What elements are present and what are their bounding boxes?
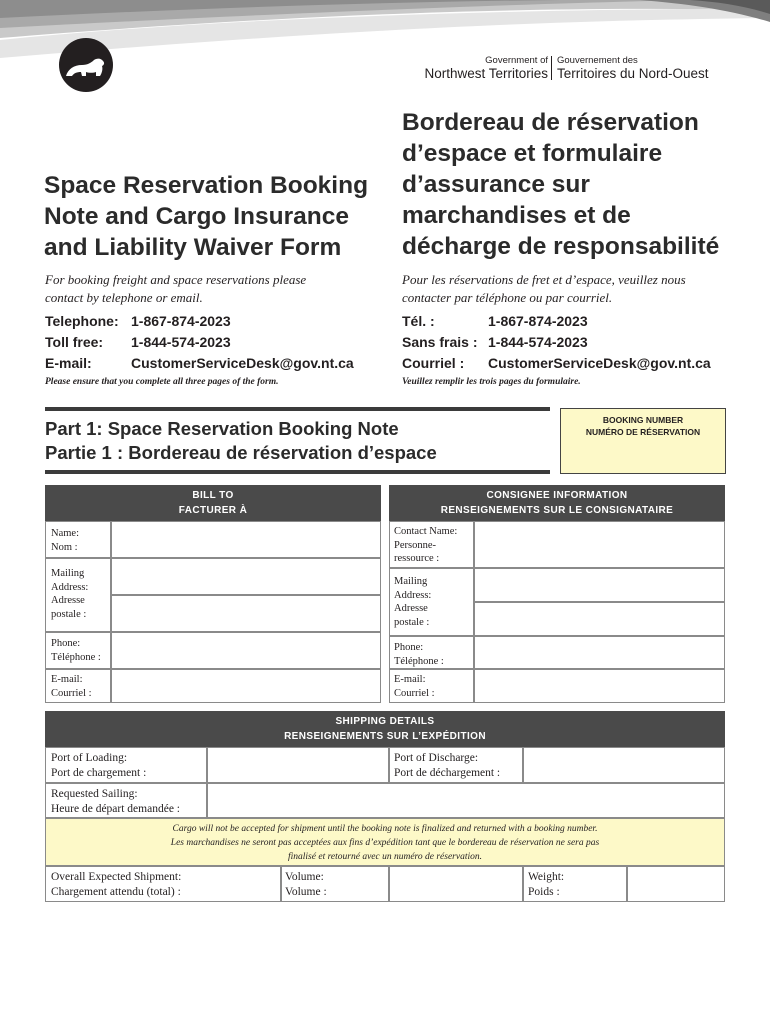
port-discharge-label — [394, 751, 500, 781]
consignee-header — [389, 485, 725, 521]
intro-en-line: For booking freight and space reservations please — [45, 272, 307, 287]
part1-title-en: Part 1: Space Reservation Booking Note — [45, 418, 399, 439]
header-band — [0, 0, 770, 100]
bill-to-email-input[interactable] — [111, 669, 381, 703]
label-line: E-mail: — [51, 674, 83, 685]
form-title-en-line: Note and Cargo Insurance — [44, 203, 349, 230]
label-line: Courriel : — [394, 687, 435, 699]
booking-number-label-en: BOOKING NUMBER — [602, 415, 684, 425]
label-line: Port of Discharge: — [394, 752, 479, 764]
telephone-label: Telephone: — [45, 313, 119, 329]
consignee-header-en: CONSIGNEE INFORMATION — [486, 490, 628, 501]
sansfrais-value[interactable]: 1-844-574-2023 — [488, 334, 588, 350]
consignee-email-label — [394, 673, 435, 700]
port-loading-label — [51, 751, 146, 781]
label-line: Port de chargement : — [51, 767, 147, 779]
label-line: Port de déchargement : — [394, 767, 501, 779]
form-title-en-line: and Liability Waiver Form — [44, 234, 342, 261]
weight-label — [528, 870, 564, 900]
polar-bear-logo-icon — [56, 36, 116, 94]
contact-row-tollfree — [45, 332, 354, 353]
bill-to-mailing-label — [51, 567, 88, 621]
form-title-en-line: Space Reservation Booking — [44, 172, 369, 199]
label-line: Name: — [51, 528, 79, 539]
ensure-note-fr: Veuillez remplir les trois pages du formulaire. — [402, 377, 581, 387]
consignee-email-input[interactable] — [474, 669, 725, 703]
ensure-note-en: Please ensure that you complete all three pages of the form. — [45, 377, 279, 387]
notice-line-fr: finalisé et retourné avec un numéro de réservation. — [288, 852, 482, 862]
label-line: Chargement attendu (total) : — [51, 886, 181, 898]
courriel-link[interactable]: CustomerServiceDesk@gov.nt.ca — [488, 355, 711, 371]
label-line: Phone: — [51, 638, 81, 649]
contact-block-en — [45, 311, 354, 374]
label-line: Personne- — [394, 539, 436, 551]
bill-to-mailing-input-2[interactable] — [111, 595, 381, 632]
label-line: Address: — [51, 581, 89, 593]
gov-name-en — [424, 55, 548, 82]
courriel-label: Courriel : — [402, 355, 465, 371]
label-line: E-mail: — [394, 674, 426, 685]
label-line: Address: — [394, 589, 432, 601]
part1-title-fr: Partie 1 : Bordereau de réservation d’espace — [45, 442, 437, 463]
form-title-fr — [402, 107, 742, 262]
bill-to-header-fr: FACTURER À — [178, 505, 248, 516]
port-loading-input[interactable] — [207, 747, 389, 783]
intro-en-line: contact by telephone or email. — [45, 289, 203, 305]
bill-to-mailing-input-1[interactable] — [111, 558, 381, 595]
notice-line-en: Cargo will not be accepted for shipment until the booking note is finalized and returned with a booking number. — [172, 824, 598, 834]
gov-en-small: Government of — [485, 55, 548, 66]
label-line: postale : — [51, 608, 87, 620]
label-line: Mailing — [394, 576, 428, 587]
label-line: Requested Sailing: — [51, 788, 138, 800]
gov-fr-small: Gouvernement des — [557, 55, 638, 66]
label-line: Téléphone : — [394, 655, 444, 667]
consignee-contact-input[interactable] — [474, 521, 725, 568]
intro-fr-line: Pour les réservations de fret et d’espace, veuillez nous — [402, 272, 686, 287]
gov-fr-big: Territoires du Nord-Ouest — [557, 66, 709, 81]
overall-shipment-label — [51, 870, 181, 900]
shipping-header-fr: RENSEIGNEMENTS SUR L’EXPÉDITION — [284, 731, 486, 742]
consignee-mailing-label — [394, 575, 431, 629]
email-label: E-mail: — [45, 355, 92, 371]
contact-row-email — [45, 353, 354, 374]
gov-divider — [551, 56, 552, 80]
bill-to-phone-label — [51, 637, 101, 664]
consignee-phone-label — [394, 641, 444, 668]
consignee-contact-label — [394, 525, 457, 566]
label-line: Volume : — [285, 886, 327, 898]
form-title-fr-line: marchandises et de — [402, 202, 631, 229]
weight-input[interactable] — [627, 866, 725, 902]
contact-row-tel-fr — [402, 311, 711, 332]
port-discharge-input[interactable] — [523, 747, 725, 783]
label-line: ressource : — [394, 553, 440, 564]
email-link[interactable]: CustomerServiceDesk@gov.nt.ca — [131, 355, 354, 371]
notice-line-fr: Les marchandises ne seront pas acceptées aux fins d’expédition tant que le bordereau de réservation ne sera pas — [170, 838, 600, 848]
gov-en-big: Northwest Territories — [424, 66, 548, 81]
consignee-mailing-input-1[interactable] — [474, 568, 725, 602]
telephone-value[interactable]: 1-867-874-2023 — [131, 313, 231, 329]
label-line: Poids : — [528, 886, 560, 898]
cargo-acceptance-notice — [45, 818, 725, 866]
contact-row-telephone — [45, 311, 354, 332]
bill-to-email-label — [51, 673, 92, 700]
intro-fr-line: contacter par téléphone ou par courriel. — [402, 289, 613, 305]
gov-name-fr — [557, 55, 717, 82]
label-line: Phone: — [394, 642, 424, 653]
tel-value-fr[interactable]: 1-867-874-2023 — [488, 313, 588, 329]
booking-number-field[interactable] — [560, 408, 726, 474]
booking-number-label-fr: NUMÉRO DE RÉSERVATION — [585, 427, 701, 437]
tel-label-fr: Tél. : — [402, 313, 435, 329]
requested-sailing-label — [51, 787, 180, 817]
form-title-fr-line: décharge de responsabilité — [402, 233, 720, 260]
intro-fr — [402, 271, 732, 306]
label-line: Adresse — [394, 603, 428, 614]
label-line: postale : — [394, 616, 430, 628]
label-line: Nom : — [51, 541, 78, 553]
label-line: Mailing — [51, 568, 85, 579]
volume-input[interactable] — [389, 866, 523, 902]
requested-sailing-input[interactable] — [207, 783, 725, 818]
consignee-mailing-input-2[interactable] — [474, 602, 725, 636]
form-title-fr-line: d’espace et formulaire — [402, 140, 663, 167]
label-line: Courriel : — [51, 687, 92, 699]
label-line: Port of Loading: — [51, 752, 128, 764]
form-title-fr-line: d’assurance sur — [402, 171, 590, 198]
label-line: Heure de départ demandée : — [51, 803, 180, 815]
consignee-phone-input[interactable] — [474, 636, 725, 669]
shipping-header-en: SHIPPING DETAILS — [335, 716, 435, 727]
part1-rule-top — [45, 407, 550, 411]
bill-to-header — [45, 485, 381, 521]
part1-rule-bottom — [45, 470, 550, 474]
consignee-header-fr: RENSEIGNEMENTS SUR LE CONSIGNATAIRE — [440, 505, 674, 516]
bill-to-phone-input[interactable] — [111, 632, 381, 669]
shipping-header — [45, 711, 725, 747]
bill-to-name-input[interactable] — [111, 521, 381, 558]
form-title-fr-line: Bordereau de réservation — [402, 109, 699, 136]
part1-title — [45, 417, 437, 465]
contact-block-fr — [402, 311, 711, 374]
form-title-en — [44, 170, 384, 263]
label-line: Overall Expected Shipment: — [51, 871, 182, 883]
bill-to-name-label — [51, 527, 79, 554]
contact-row-sansfrais — [402, 332, 711, 353]
label-line: Volume: — [285, 871, 324, 883]
tollfree-label: Toll free: — [45, 334, 104, 350]
volume-label — [285, 870, 327, 900]
intro-en — [45, 271, 375, 306]
tollfree-value[interactable]: 1-844-574-2023 — [131, 334, 231, 350]
label-line: Adresse — [51, 595, 85, 606]
bill-to-header-en: BILL TO — [192, 490, 234, 501]
label-line: Weight: — [528, 871, 565, 883]
label-line: Contact Name: — [394, 526, 458, 537]
sansfrais-label: Sans frais : — [402, 334, 478, 350]
label-line: Téléphone : — [51, 651, 101, 663]
contact-row-courriel — [402, 353, 711, 374]
